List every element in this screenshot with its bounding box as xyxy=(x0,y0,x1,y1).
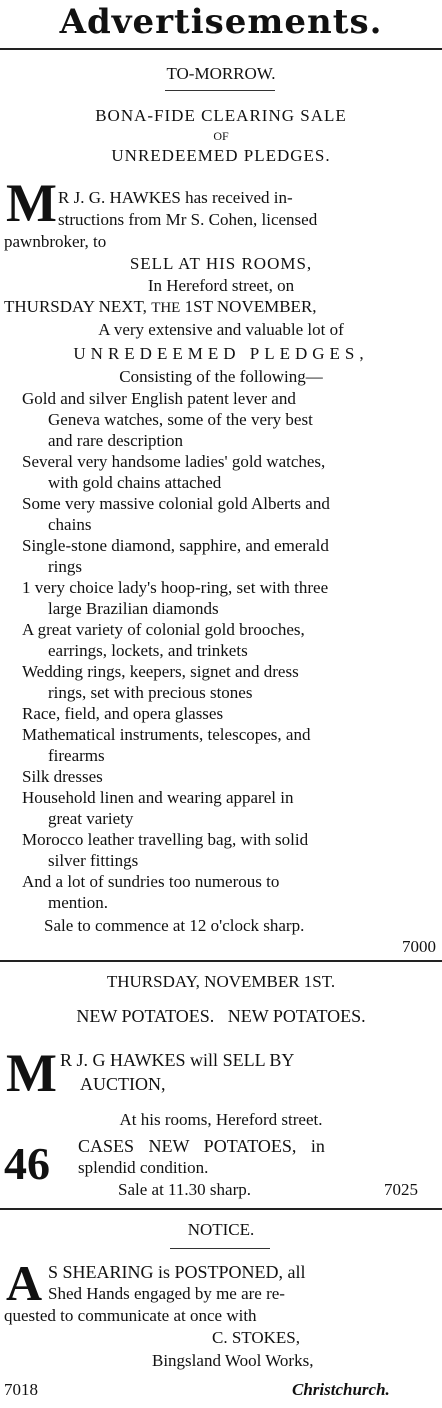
ad1-venue: In Hereford street, on xyxy=(147,276,295,295)
ad3-works: Bingsland Wool Works, xyxy=(152,1351,314,1370)
ad1-sell: SELL AT HIS ROOMS, xyxy=(129,254,313,273)
ad2-dropcap: M xyxy=(6,1043,57,1103)
ad2-ref-number: 7025 xyxy=(384,1180,418,1199)
ad1-intro-line-2: structions from Mr S. Cohen, licensed xyxy=(58,210,318,229)
ad1-lot: A very extensive and valuable lot of xyxy=(98,320,344,339)
list-item: Single-stone diamond, sapphire, and emerald xyxy=(22,536,329,555)
list-item: Silk dresses xyxy=(22,767,103,786)
ad2-date: THURSDAY, NOVEMBER 1ST. xyxy=(106,972,336,991)
ad1-sale-time: Sale to commence at 12 o'clock sharp. xyxy=(44,916,305,935)
list-item: Several very handsome ladies' gold watches, xyxy=(22,452,326,471)
ad1-consisting: Consisting of the following— xyxy=(119,367,323,386)
list-item: with gold chains attached xyxy=(48,473,222,492)
list-item: and rare description xyxy=(48,431,183,450)
list-item: Race, field, and opera glasses xyxy=(22,704,224,723)
ad1-divider xyxy=(165,90,275,91)
ad2-sale: Sale at 11.30 sharp. xyxy=(118,1180,251,1199)
ad3-place: Christchurch. xyxy=(292,1380,390,1399)
ad2-line-2: AUCTION, xyxy=(80,1074,166,1094)
list-item: And a lot of sundries too numerous to xyxy=(22,872,280,891)
ad3-name: C. STOKES, xyxy=(212,1328,301,1347)
list-item: great variety xyxy=(48,809,134,828)
list-item: silver fittings xyxy=(48,851,139,870)
ad1-when: TO-MORROW. xyxy=(166,64,276,83)
ad1-headline-2: UNREDEEMED PLEDGES. xyxy=(111,146,331,165)
list-item: earrings, lockets, and trinkets xyxy=(48,641,248,660)
list-item: Gold and silver English patent lever and xyxy=(22,389,296,408)
ad2-big-number: 46 xyxy=(4,1138,50,1189)
ad2-line-1: R J. G HAWKES will SELL BY xyxy=(60,1050,295,1070)
list-item: large Brazilian diamonds xyxy=(48,599,219,618)
ad1-of: OF xyxy=(213,129,229,143)
ad1-dropcap: M xyxy=(6,173,57,233)
list-item: mention. xyxy=(48,893,108,912)
ad3-line-1: S SHEARING is POSTPONED, all xyxy=(48,1262,306,1282)
ad1-intro-line-3: pawnbroker, to xyxy=(4,232,107,251)
ad2-bottom-rule xyxy=(0,1208,442,1210)
ad1-date-a: THURSDAY NEXT, xyxy=(4,297,147,316)
ad1-ref-number: 7000 xyxy=(402,937,436,956)
ad1-pledges: UNREDEEMED PLEDGES, xyxy=(73,344,369,363)
list-item: Geneva watches, some of the very best xyxy=(48,410,313,429)
header-rule xyxy=(0,48,442,50)
ad1-headline-1: BONA-FIDE CLEARING SALE xyxy=(95,106,347,125)
list-item: chains xyxy=(48,515,92,534)
ad3-title: NOTICE. xyxy=(187,1220,255,1239)
list-item: Wedding rings, keepers, signet and dress xyxy=(22,662,299,681)
list-item: Morocco leather travelling bag, with solid xyxy=(22,830,309,849)
ad1-date-b: THE xyxy=(151,300,181,316)
list-item: Some very massive colonial gold Alberts and xyxy=(22,494,330,513)
list-item: Household linen and wearing apparel in xyxy=(22,788,294,807)
ad2-condition: splendid condition. xyxy=(78,1158,209,1177)
ad1-date-line xyxy=(4,297,438,318)
list-item: rings xyxy=(48,557,82,576)
ad1-date-c: 1ST NOVEMBER, xyxy=(184,297,317,316)
list-item: A great variety of colonial gold brooches, xyxy=(22,620,305,639)
ad3-line-3: quested to communicate at once with xyxy=(4,1306,257,1325)
section-title: Advertisements. xyxy=(59,2,383,42)
ad3-dropcap: A xyxy=(6,1255,43,1311)
ad2-rooms: At his rooms, Hereford street. xyxy=(119,1110,323,1129)
ad1-intro-line-1: R J. G. HAWKES has received in- xyxy=(58,188,293,207)
list-item: rings, set with precious stones xyxy=(48,683,253,702)
ad2-cases: CASES NEW POTATOES, in xyxy=(78,1136,325,1156)
list-item: 1 very choice lady's hoop-ring, set with three xyxy=(22,578,329,597)
ad1-bottom-rule xyxy=(0,960,442,962)
list-item: firearms xyxy=(48,746,105,765)
ad3-divider xyxy=(170,1248,270,1249)
ad3-ref-number: 7018 xyxy=(4,1380,38,1399)
ad3-line-2: Shed Hands engaged by me are re- xyxy=(48,1284,285,1303)
list-item: Mathematical instruments, telescopes, and xyxy=(22,725,311,744)
ad2-headline: NEW POTATOES. NEW POTATOES. xyxy=(76,1006,366,1026)
